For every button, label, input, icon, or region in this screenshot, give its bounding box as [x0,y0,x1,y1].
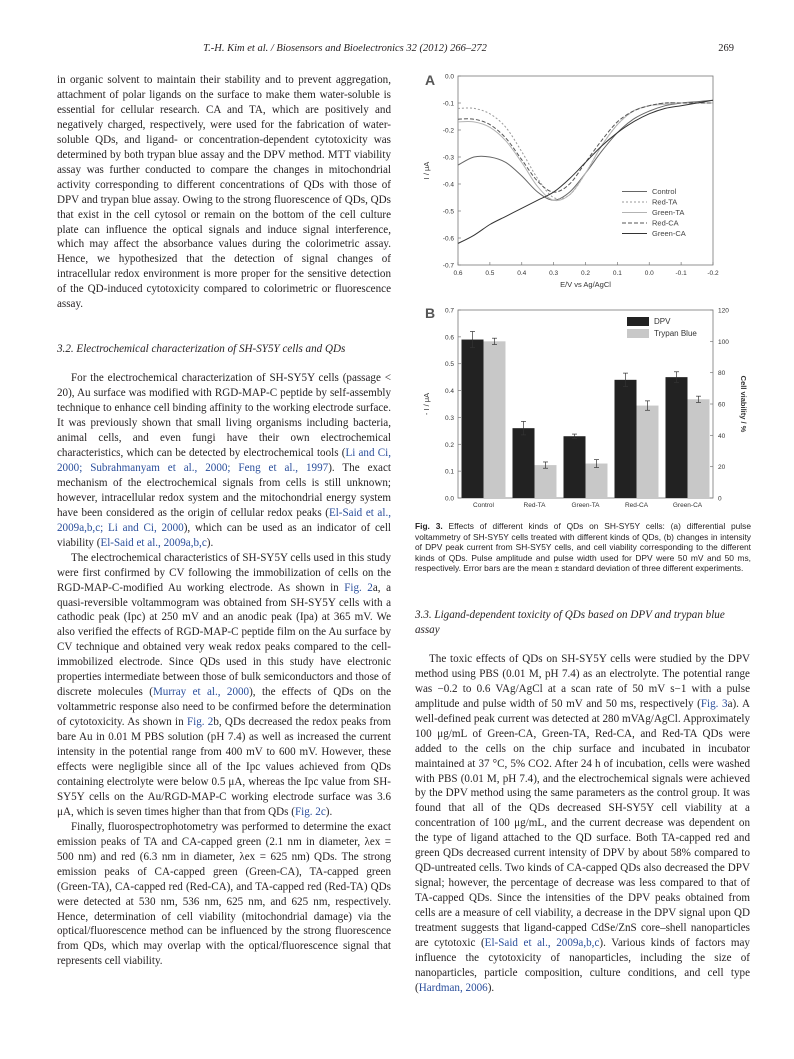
x-tick-label: 0.1 [612,270,622,277]
x-tick-label: 0.3 [549,270,559,277]
figure-link[interactable]: Fig. 2c [294,805,326,818]
bar [535,465,557,498]
y-axis-label: I / μA [422,161,431,180]
legend-label: Red-CA [652,218,679,228]
legend-label: Green-TA [652,208,685,217]
bar [688,399,710,498]
panel-a-label: A [425,72,436,88]
y-tick-label: 0.1 [444,468,454,476]
citation-link[interactable]: Murray et al., 2000 [152,686,250,699]
bar [564,436,586,498]
citation-link[interactable]: El-Said et al., 2009a,b,c [100,536,207,549]
x-tick-label: 0.2 [580,270,591,277]
bar [615,380,637,498]
series-line [458,100,713,200]
citation-link[interactable]: El-Said et al., 2009a,b,c [484,937,600,950]
x-tick-label: Green-CA [672,502,703,509]
figure-link[interactable]: Fig. 3 [700,697,728,710]
citation-link[interactable]: Li and Ci, 2000; Subrahmanyam et al., 2000; Feng et al., 1997 [57,446,391,474]
legend-swatch [627,317,649,326]
y2-tick-label: 100 [718,338,729,346]
x-tick-label: -0.1 [675,270,687,277]
y2-tick-label: 40 [718,432,726,440]
bar [666,377,688,498]
y2-axis-label: Cell viability / % [739,375,748,433]
legend-label: Red-TA [652,197,678,207]
y2-tick-label: 20 [718,464,726,472]
figure-3-svg [415,70,755,525]
y2-tick-label: 120 [718,307,729,315]
x-tick-label: 0.6 [453,270,463,277]
y-tick-label: -0.4 [442,181,454,189]
bar [484,341,506,498]
bar [513,428,535,498]
y-tick-label: 0.2 [444,441,454,449]
paragraph: For the electrochemical characterization of SH-SY5Y cells (passage < 20), Au surface was modified with RGD-MAP-C peptide by self-assembly technique to enhance cell binding affinity to the working electrode surface. It was previously shown that small living organisms including bacteria, animal cells, and even fungi have their own electrochemical characteristics, which can be detected by electrochemical tools (Li and Ci, 2000; Subrahmanyam et al., 2000; Feng et al., 1997). The exact mechanism of the electrochemical signals from cells is still unknown; however, intracellular redox system and the mitochondrial energy system have been considered as the origin of cellular redox peaks (El-Said et al., 2009a,b,c; Li and Ci, 2000), which can be used as an indicator of cell viability (El-Said et al., 2009a,b,c). [57,372,392,549]
citation-link[interactable]: El-Said et al., 2009a,b,c; Li and Ci, 2000 [57,506,391,534]
series-line [458,103,713,199]
y2-tick-label: 60 [718,401,726,409]
y-tick-label: 0.3 [444,414,454,422]
figure-link[interactable]: Fig. 2 [186,716,214,729]
x-tick-label: Green-TA [571,502,600,509]
caption-label: Fig. 3. [415,521,443,531]
y-tick-label: -0.2 [442,127,454,135]
figure-3 [415,70,755,525]
legend-label: DPV [654,317,671,326]
y-tick-label: 0.6 [444,334,454,342]
legend-swatch [627,329,649,338]
y-tick-label: -0.7 [442,262,454,270]
y-tick-label: 0.0 [444,73,454,81]
y-tick-label: -0.6 [442,235,454,243]
y-tick-label: -0.5 [442,208,454,216]
legend-label: Control [652,187,677,196]
running-header [0,43,794,57]
y-tick-label: 0.5 [444,361,454,369]
legend-label: Trypan Blue [654,329,697,338]
y-tick-label: 0.7 [444,307,454,315]
left-column [57,73,391,969]
y-tick-label: -0.3 [442,154,454,162]
bar [586,464,608,498]
x-tick-label: 0.4 [517,270,527,277]
caption-text: Effects of different kinds of QDs on SH-SY5Y cells: (a) differential pulse voltammetry of SH-SY5Y cells treated with different kinds of QDs, (b) changes in intensity of DPV peak current from SH-SY5Y cells, and cell viability corresponding to the different kinds of QDs. Pulse amplitude and pulse width used for DPV were 50 mV and 50 ms, respectively. Error bars are the mean ± standard deviation of three different experiments. [415,521,752,573]
paragraph: in organic solvent to maintain their stability and to prevent aggregation, attachment of polar ligands on the surface to make them water-soluble is essential for cellular research. CA and TA, which are positively and negatively charged, respectively, were used for the fabrication of water-soluble QDs, and ligand- or concentration-dependent cytotoxicity was determined by both trypan blue assay and the DPV method. MTT viability assay was further conducted to compare the changes in mitochondrial activity corresponding to different concentrations of QDs with those of DPV and trypan blue assay. Owing to the strong fluorescence of QDs, QDs that exist in the cell cytosol or remain on the bottom of the cell culture plate can influence the optical signals and induce signal interference, which may affect the absorbance values during the colorimetric assay. Hence, we hypothesized that the detection of signal changes of intracellular redox environment is more proper for the sensitive detection of the QD-induced cytotoxicity compared to colorimetric or fluorescence assay. [57,74,391,311]
section-heading: 3.2. Electrochemical characterization of SH-SY5Y cells and QDs [57,343,346,356]
running-title: T.-H. Kim et al. / Biosensors and Bioelectronics 32 (2012) 266–272 [203,43,487,54]
paragraph: The electrochemical characteristics of SH-SY5Y cells used in this study were first confirmed by CV following the immobilization of cells on the RGD-MAP-C-modified Au working electrode. As shown in Fig. 2a, a quasi-reversible voltammogram was obtained from SH-SY5Y cells with a cathodic peak (Ipc) at 250 mV and an anodic peak (Ipa) at 365 mV. We also verified the effects of RGD-MAP-C peptide film on the Au surface by CV technique and obtained very weak redox peaks compared to the cell-immobilized electrode. Since QDs used in this study have electronic properties intermediate between those of bulk semiconductors and those of discrete molecules (Murray et al., 2000), the effects of QDs on the voltammetric response also need to be confirmed before the determination of cytotoxicity. As shown in Fig. 2b, QDs decreased the redox peaks from bare Au in 0.01 M PBS solution (pH 7.4) as well as increased the current intensity in the potential range from 400 mV to 600 mV. However, these effects were negligible since all of the Ipc values achieved from QDs containing electrolyte were below 0.5 μA, whereas the Ipc value from SH-SY5Y cells on the Au/RGD-MAP-C working electrode surface was 3.6 μA, which is seven times higher than that from QDs (Fig. 2c). [57,551,392,818]
chart-a [422,74,719,290]
y-tick-label: 0.4 [444,388,454,396]
series-line [458,103,713,192]
x-axis-label: E/V vs Ag/AgCl [560,280,611,289]
y-tick-label: 0.0 [444,495,454,503]
panel-b-label: B [425,305,436,321]
x-tick-label: Control [473,502,494,509]
citation-link[interactable]: Hardman, 2006 [418,981,488,994]
paragraph: Finally, fluorospectrophotometry was performed to determine the exact emission peaks of TA and CA-capped green (2.1 nm in diameter, λex = 500 nm) and red (6.3 nm in diameter, λex = 625 nm) QDs. The strong emission peaks of CA-capped green (Green-CA), TA-capped green (Green-TA), CA-capped red (Red-CA), and TA-capped red (Red-TA) QDs were detected at 530 nm, 536 nm, 625 nm, and 625 nm, respectively. Hence, determination of cell viability (mitochondrial damage) via the optical/fluorescence method can be influenced by the strong fluorescence from QDs, which may overlap with the optical/fluorescence signal that represents cell viability. [57,820,391,968]
y-tick-label: -0.1 [442,100,454,108]
figure-caption [415,521,751,574]
legend-label: Green-CA [652,229,686,238]
y2-tick-label: 0 [718,495,722,503]
x-tick-label: 0.0 [644,270,654,277]
x-tick-label: Red-CA [624,502,649,509]
bar [637,406,659,498]
section-heading: 3.3. Ligand-dependent toxicity of QDs based on DPV and trypan blue assay [415,609,725,636]
figure-link[interactable]: Fig. 2 [344,581,373,594]
x-tick-label: -0.2 [707,270,719,277]
paragraph: The toxic effects of QDs on SH-SY5Y cells were studied by the DPV method using PBS (0.01 M, pH 7.4) as an electrolyte. The potential range was −0.2 to 0.6 VAg/AgCl at a scan rate of 50 mV s−1 with a pulse amplitude and pulse width of 50 mV and 50 ms, respectively (Fig. 3a). A well-defined peak current was detected at 280 mVAg/AgCl. Approximately 100 μg/mL of Green-CA, Green-TA, Red-CA, and Red-TA QDs were added to the cells on the chip surface and incubated in incubator maintained at 37 °C, 5% CO2. After 24 h of incubation, cells were washed with PBS (0.01 M, pH 7.4), and the electrochemical signals were achieved by the DPV method using the same parameters as the control group. It was found that all of the QDs decreased SH-SY5Y cell viability at a concentration of 100 μg/mL, and the current decrease was dependent on the type of ligand attached to the QD surface. Both TA-capped red and green QDs decreased current intensity of DPV by about 58% compared to QD-untreated cells. Two kinds of CA-capped QDs also decreased the DPV signal; however, the percentage of decrease was less compared to that of TA-capped QDs. Since the intensities of the DPV peaks obtained from cells are a measure of cell viability, a decrease in the DPV signal upon QD treatment suggests that ligand-capped CdSe/ZnS core–shell nanoparticles are cytotoxic (El-Said et al., 2009a,b,c). Various kinds of factors may influence the cytotoxicity of nanoparticles, including the size of nanoparticles, particle composition, culture conditions, and cell type (Hardman, 2006). [415,652,750,994]
bar [462,340,484,498]
page-number: 269 [718,43,734,54]
right-column [415,608,750,996]
chart-b [422,308,748,510]
x-tick-label: 0.5 [485,270,495,277]
x-tick-label: Red-TA [523,502,546,509]
y2-tick-label: 80 [718,370,726,378]
y-axis-label: - I / μA [422,392,431,416]
